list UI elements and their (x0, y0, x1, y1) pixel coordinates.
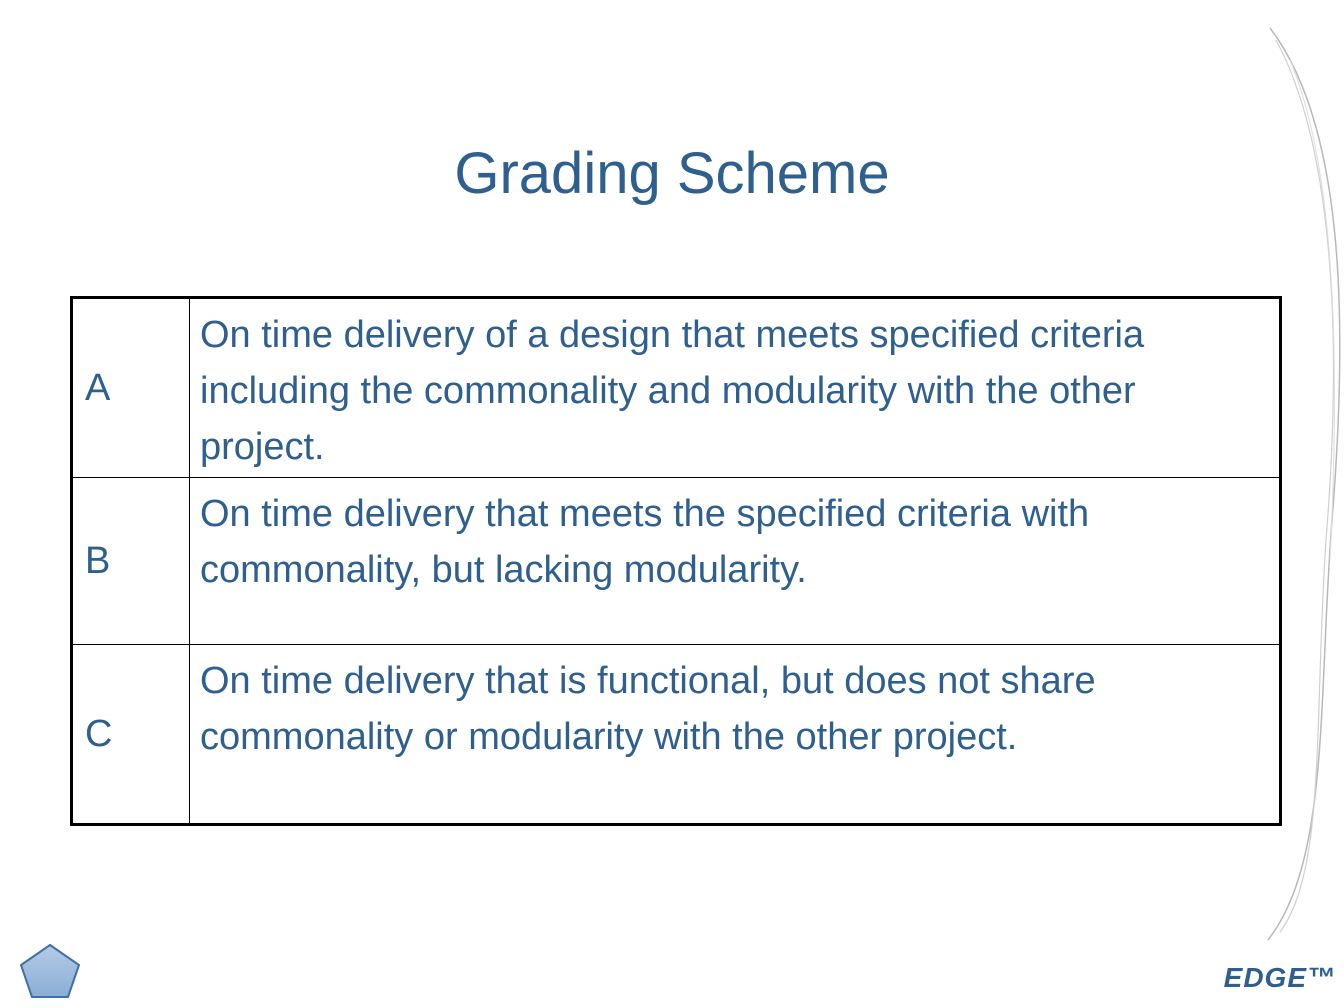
grade-label: C (72, 645, 190, 825)
brand-logo: EDGE™ (1223, 962, 1336, 993)
grade-label: B (72, 478, 190, 645)
grade-description: On time delivery that meets the specified criteria with commonality, but lacking modularity. (190, 478, 1281, 645)
table-row (72, 645, 1281, 825)
page-title: Grading Scheme (454, 141, 890, 206)
pentagon-home-icon[interactable] (18, 942, 82, 1000)
grading-table (70, 296, 1282, 826)
table-row (72, 298, 1281, 478)
grade-description: On time delivery that is functional, but does not share commonality or modularity with the other project. (190, 645, 1281, 825)
table-row (72, 478, 1281, 645)
grade-description: On time delivery of a design that meets specified criteria including the commonality and modularity with the other project. (190, 298, 1281, 478)
grade-label: A (72, 298, 190, 478)
